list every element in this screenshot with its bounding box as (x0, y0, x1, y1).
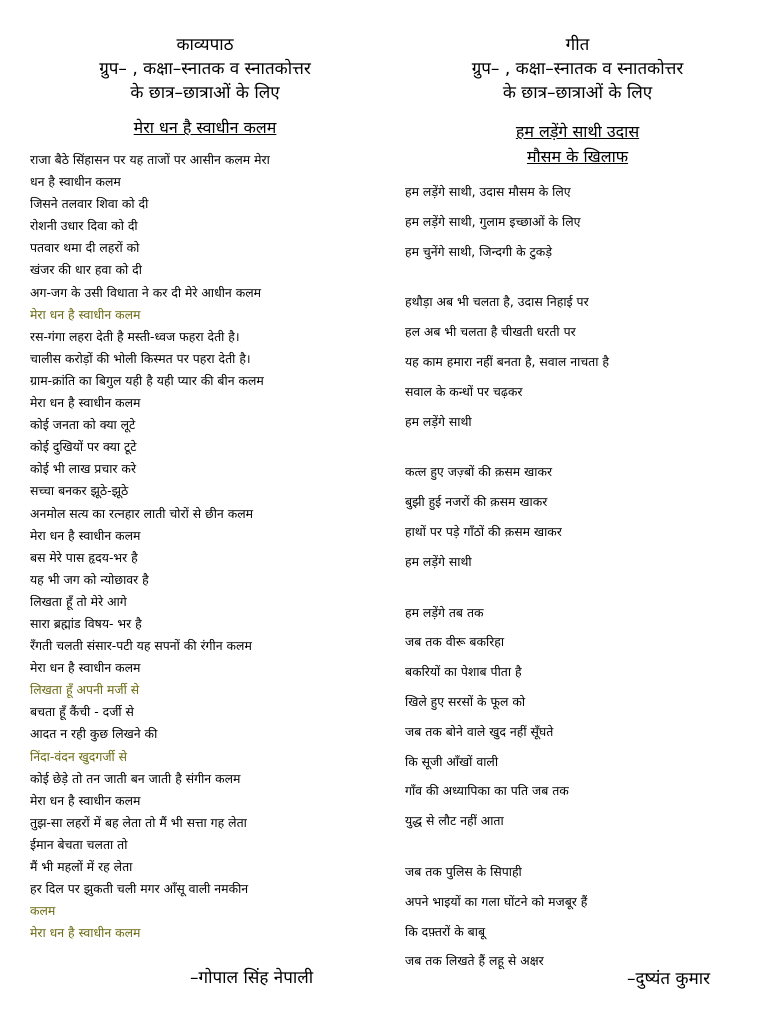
poem-line: मेरा धन है स्वाधीन कलम (30, 925, 141, 941)
left-poem-title: मेरा धन है स्वाधीन कलम (133, 118, 277, 137)
poem-line: अनमोल सत्य का रत्नहार लाती चोरों से छीन कलम (30, 505, 254, 521)
poem-line: पतवार थमा दी लहरों को (30, 240, 140, 256)
poem-line: मेरा धन है स्वाधीन कलम (30, 527, 141, 543)
poem-line: रँगती चलती संसार-पटी यह सपनों की रंगीन कलम (30, 638, 252, 654)
poem-line: ग्राम-क्रांति का बिगुल यही है यही प्यार की बीन कलम (30, 372, 264, 388)
poem-line: मैं भी महलों में रह लेता (30, 859, 133, 874)
poem-line: सच्चा बनकर झूठे-झूठे (30, 483, 129, 499)
right-poem-title-line2: मौसम के खिलाफ (526, 147, 629, 166)
right-poem-lines (405, 177, 750, 976)
poem-line: लिखता हूँ अपनी मर्जी से (30, 682, 140, 698)
poem-line: हम लड़ेंगे साथी, उदास मौसम के लिए (405, 184, 571, 199)
poem-line: जब तक बोने वाले खुद नहीं सूँघते (405, 723, 554, 739)
poem-line: अपने भाइयों का गला घोंटने को मजबूर हैं (405, 893, 588, 909)
left-poem-lines (30, 149, 380, 944)
right-for-line: के छात्र–छात्राओं के लिए (502, 83, 653, 103)
stanza-gap (405, 266, 750, 287)
poem-line: बचता हूँ कैंची - दर्जी से (30, 704, 134, 720)
poem-line: जब तक पुलिस के सिपाही (405, 863, 522, 879)
right-author: –दुष्यंत कुमार (627, 969, 711, 989)
poem-line: कलम (30, 903, 56, 919)
left-author: –गोपाल सिंह नेपाली (190, 968, 314, 988)
poem-line: जब तक वीरू बकरिहा (405, 634, 505, 650)
stanza-gap (405, 577, 750, 598)
poem-line: आदत न रही कुछ लिखने की (30, 726, 158, 742)
poem-line: हल अब भी चलता है चीखती धरती पर (405, 324, 576, 340)
poem-line: धन है स्वाधीन कलम (30, 174, 121, 190)
poem-line: ईमान बेचता चलता तो (30, 836, 128, 852)
poem-line: कोई छेड़े तो तन जाती बन जाती है संगीन कलम (30, 770, 241, 786)
poem-line: कि दफ़्तरों के बाबू (405, 923, 486, 939)
poem-line: हम लड़ेंगे साथी (405, 413, 472, 429)
right-group-line: ग्रुप– , कक्षा–स्नातक व स्नातकोत्तर (471, 59, 684, 79)
poem-line: रोशनी उधार दिवा को दी (30, 218, 138, 234)
poem-line: लिखता हूँ तो मेरे आगे (30, 593, 127, 609)
right-heading: गीत (565, 35, 590, 55)
left-for-line: के छात्र–छात्राओं के लिए (130, 83, 280, 103)
poem-line: कोई जनता को क्या लूटे (30, 417, 136, 433)
poem-line: हर दिल पर झुकती चली मगर आँसू वाली नमकीन (30, 881, 249, 897)
poem-line: राजा बैठे सिंहासन पर यह ताजों पर आसीन कलम मेरा (30, 152, 270, 167)
poem-line: कोई भी लाख प्रचार करे (30, 461, 137, 477)
poem-line: कत्ल हुए जज़्बों की क़सम खाकर (405, 464, 553, 480)
poem-line: हम लड़ेंगे साथी, गुलाम इच्छाओं के लिए (405, 213, 581, 229)
poem-line: जब तक लिखते हैं लहू से अक्षर (405, 953, 544, 969)
poem-line: खंजर की धार हवा को दी (30, 262, 142, 278)
poem-line: हम लड़ेंगे साथी (405, 553, 472, 569)
poem-line: अग-जग के उसी विधाता ने कर दी मेरे आधीन कलम (30, 284, 262, 300)
poem-line: मेरा धन है स्वाधीन कलम (30, 660, 141, 676)
poem-line: मेरा धन है स्वाधीन कलम (30, 395, 141, 411)
poem-line: चालीस करोड़ों की भोली किस्मत पर पहरा देती है। (30, 350, 251, 366)
poem-line: यह काम हमारा नहीं बनता है, सवाल नाचता है (405, 353, 609, 369)
poem-line: बुझी हुई नजरों की क़सम खाकर (405, 494, 548, 510)
right-poem-title-line1: हम लड़ेंगे साथी उदास (515, 122, 640, 141)
poem-line: कोई दुखियों पर क्या टूटे (30, 439, 137, 455)
stanza-gap (405, 436, 750, 457)
poem-line: मेरा धन है स्वाधीन कलम (30, 792, 141, 808)
poem-line: हम लड़ेंगे तब तक (405, 604, 484, 620)
poem-line: तुझ-सा लहरों में बह लेता तो मैं भी सत्ता गह लेता (30, 814, 247, 830)
left-group-line: ग्रुप– , कक्षा–स्नातक व स्नातकोत्तर (99, 59, 311, 79)
poem-line: हम चुनेंगे साथी, जिन्दगी के टुकड़े (405, 243, 552, 259)
poem-line: गाँव की अध्यापिका का पति जब तक (405, 783, 569, 799)
poem-line: यह भी जग को न्योछावर है (30, 571, 149, 587)
poem-line: सवाल के कन्धों पर चढ़कर (405, 383, 523, 399)
poem-line: सारा ब्रह्मांड विषय- भर है (30, 615, 142, 631)
poem-line: मेरा धन है स्वाधीन कलम (30, 306, 141, 322)
poem-line: बस मेरे पास हृदय-भर है (30, 549, 138, 565)
poem-line: बकरियों का पेशाब पीता है (405, 664, 522, 680)
poem-line: खिले हुए सरसों के फूल को (405, 693, 526, 709)
poem-line: जिसने तलवार शिवा को दी (30, 196, 149, 212)
poem-line: रस-गंगा लहरा देती है मस्ती-ध्वज फहरा देती है। (30, 328, 240, 344)
poem-line: युद्ध से लौट नहीं आता (405, 813, 504, 829)
stanza-gap (405, 836, 750, 857)
poem-line: निंदा-वंदन खुदगर्जी से (30, 748, 128, 764)
left-heading: काव्यपाठ (176, 35, 234, 55)
poem-line: हाथों पर पड़े गाँठों की क़सम खाकर (405, 523, 562, 539)
poem-line: कि सूजी आँखों वाली (405, 753, 499, 769)
poem-line: हथौड़ा अब भी चलता है, उदास निहाई पर (405, 294, 589, 310)
